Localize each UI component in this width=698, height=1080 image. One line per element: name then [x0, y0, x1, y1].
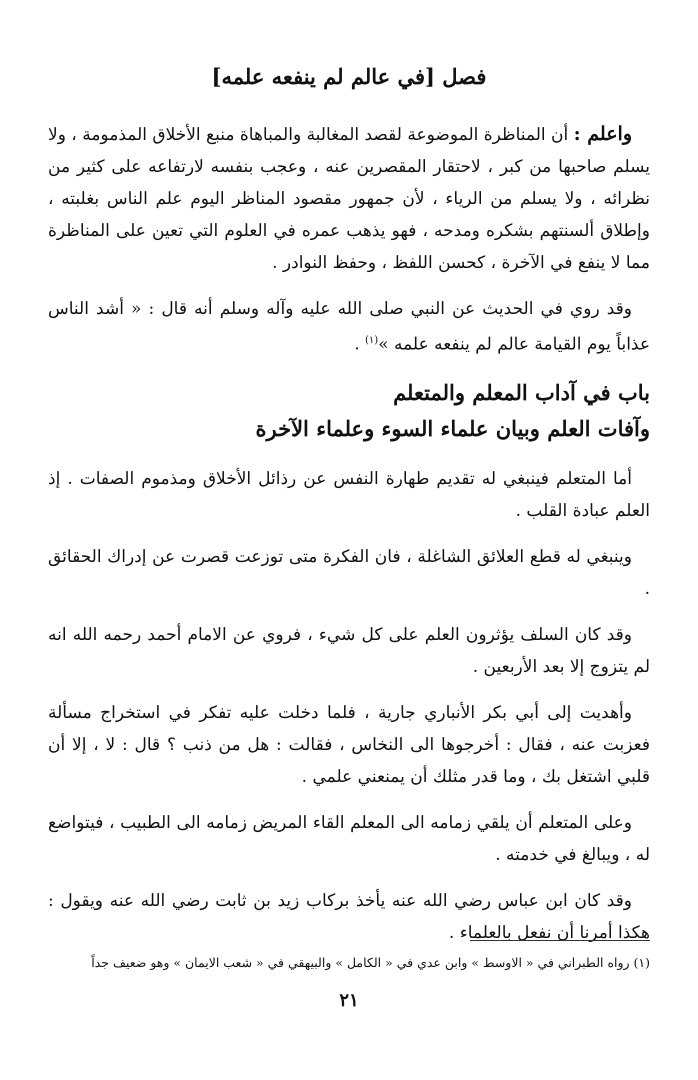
- main-text-block: [48, 118, 650, 963]
- chapter-title-line-2: وآفات العلم وبيان علماء السوء وعلماء الآخرة: [255, 415, 650, 441]
- paragraph-distractions: وينبغي له قطع العلائق الشاغلة ، فان الفكرة متى توزعت قصرت عن إدراك الحقائق .: [48, 546, 650, 599]
- paragraph-ibn-abbas: وقد كان ابن عباس رضي الله عنه يأخذ بركاب زيد بن ثابت رضي الله عنه ويقول : هكذا أمرنا أن نفعل بالعلماء .: [48, 890, 650, 943]
- chapter-title-line-1: باب في آداب المعلم والمتعلم: [393, 379, 650, 405]
- page-number: ٢١: [339, 990, 359, 1011]
- hadith-paragraph: [48, 293, 650, 361]
- intro-lead-word: واعلم :: [573, 123, 632, 145]
- intro-paragraph: [48, 118, 650, 279]
- hadith-end: .: [354, 334, 365, 355]
- footnote: (١) رواه الطبراني في « الاوسط » وابن عدي في « الكامل » والبيهقي في « شعب الايمان » وهو ضعيف جداً: [91, 955, 650, 970]
- intro-text: أن المناظرة الموضوعة لقصد المغالبة والمباهاة منبع الأخلاق المذمومة ، ولا يسلم صاحبها من كبر ، لاحتقار المقصرين عنه ، وعجب بنفسه لارتفاعه على كثير من نظرائه ، ولا يسلم من الرياء ، لأن جمهور مقصود المناظر اليوم علم الناس بغلبته ، وإطلاق ألسنتهم بشكره ومدحه ، فهو يذهب عمره في العلوم التي تعين على المناظرة مما لا ينفع في الآخرة ، كحسن اللفظ ، وحفظ النوادر .: [48, 125, 650, 273]
- paragraph-anbari: وأهديت إلى أبي بكر الأنباري جارية ، فلما دخلت عليه تفكر في استخراج مسألة فعزبت عنه ، فقال : أخرجوها الى النخاس ، فقالت : هل من ذنب ؟ قال : لا ، إلا أن قلبي اشتغل بك ، وما قدر مثلك أن يمنعني علمي .: [48, 702, 650, 787]
- paragraph-teacher: وعلى المتعلم أن يلقي زمامه الى المعلم القاء المريض زمامه الى الطبيب ، فيتواضع له ، ويبالغ في خدمته .: [48, 812, 650, 865]
- hadith-text: وقد روي في الحديث عن النبي صلى الله عليه وآله وسلم أنه قال : « أشد الناس عذاباً يوم القيامة عالم لم ينفعه علمه »: [48, 299, 650, 355]
- footnote-divider: [470, 940, 650, 941]
- paragraph-ahmad: وقد كان السلف يؤثرون العلم على كل شيء ، فروي عن الامام أحمد رحمه الله انه لم يتزوج إلا بعد الأربعين .: [48, 624, 650, 677]
- footnote-marker: (١): [365, 335, 379, 346]
- paragraph-purity: أما المتعلم فينبغي له تقديم طهارة النفس عن رذائل الأخلاق ومذموم الصفات . إذ العلم عبادة القلب .: [48, 468, 650, 521]
- section-title: فصل [في عالم لم ينفعه علمه]: [211, 64, 487, 89]
